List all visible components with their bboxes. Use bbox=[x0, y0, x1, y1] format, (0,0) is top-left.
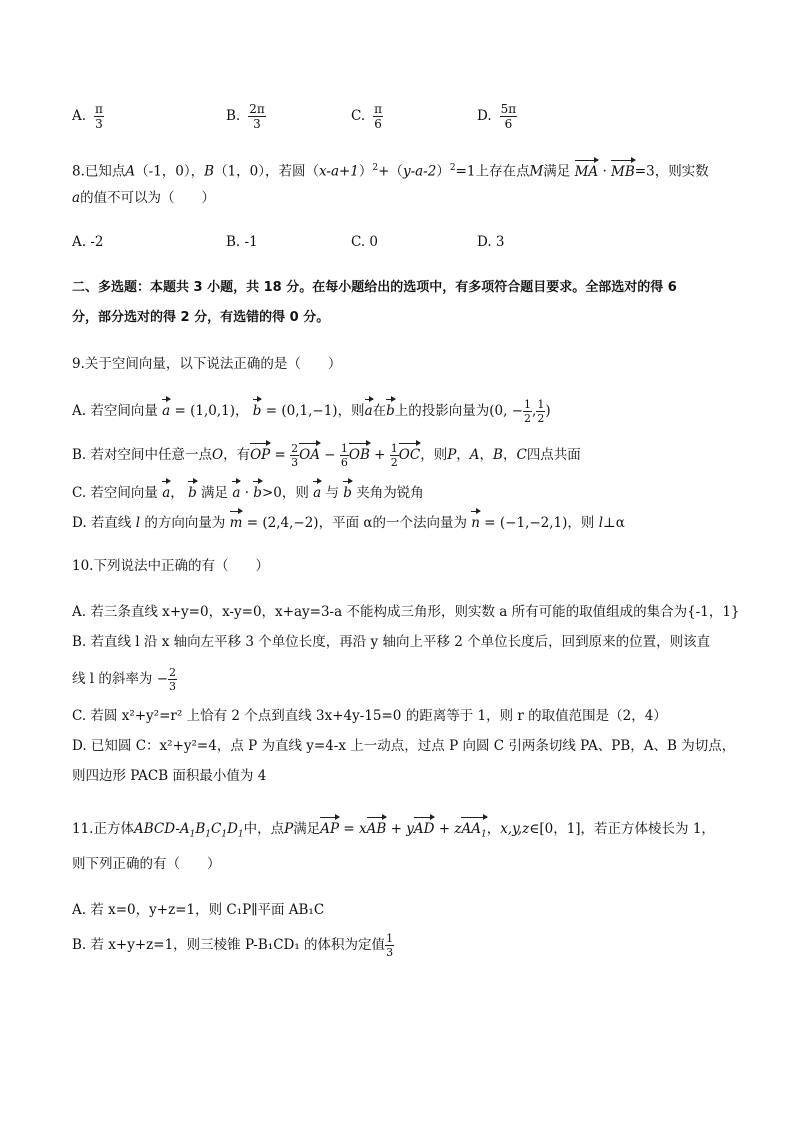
q9-option-c: C. 若空间向量 a， b 满足 a · b>0，则 a 与 b 夹角为锐角 bbox=[72, 480, 424, 503]
q8-line-2: a的值不可以为（ ） bbox=[72, 190, 216, 206]
q10-option-b-line-1: B. 若直线 l 沿 x 轴向左平移 3 个单位长度，再沿 y 轴向上平移 2 个单位长度后，回到原来的位置，则该直 bbox=[72, 634, 711, 650]
vector-mb: MB bbox=[611, 159, 635, 182]
q11-line-1: 11.正方体ABCD-$A_1B_1C_1D_1$中，点P满足AP = xAB + yAD + zAA$_1$，x,y,z∈[0，1]，若正方体棱长为 1， bbox=[72, 816, 715, 845]
q7-option-b: B. $\frac{2\pi}{3}$ bbox=[226, 101, 265, 131]
q8-option-b: B. -1 bbox=[226, 234, 258, 250]
q10-option-b-line-2: 线 l 的斜率为 − $\frac{2}{3}$ bbox=[72, 666, 177, 693]
fraction: $\frac{\pi}{3}$ bbox=[95, 101, 103, 131]
q8-option-a: A. -2 bbox=[72, 234, 104, 250]
q9-option-d: D. 若直线 l 的方向向量为 m = (2,4,−2)，平面 α的一个法向量为 n = (−1,−2,1)，则 l⊥α bbox=[72, 510, 625, 533]
fraction: $\frac{5\pi}{6}$ bbox=[500, 101, 517, 131]
fraction: $\frac{2\pi}{3}$ bbox=[249, 101, 265, 131]
q10-option-a: A. 若三条直线 x+y=0，x-y=0，x+ay=3-a 不能构成三角形，则实数 a 所有可能的取值组成的集合为{-1，1} bbox=[72, 604, 740, 620]
q11-line-2: 则下列正确的有（ ） bbox=[72, 856, 221, 872]
fraction: $\frac{2}{3}$ bbox=[169, 666, 177, 693]
q7-option-a: A. $\frac{\pi}{3}$ bbox=[72, 101, 103, 131]
q8-option-d: D. 3 bbox=[477, 234, 505, 250]
q9-option-b: B. 若对空间中任意一点O，有OP = $\frac{2}{3}$ OA − $\frac{1}{6}$ OB + $\frac{1}{2}$ OC，则P，A，B，C四点共面 bbox=[72, 442, 581, 469]
q8-line-1: 8.已知点A（-1，0），B（1，0），若圆$(x-a+1)^2+(y-a-2)^2=1$上存在点M满足 MA · MB=3，则实数 bbox=[72, 158, 709, 182]
q10-option-d-line-1: D. 已知圆 C：x²+y²=4，点 P 为直线 y=4-x 上一动点，过点 P 向圆 C 引两条切线 PA、PB，A、B 为切点， bbox=[72, 738, 736, 754]
q11-option-b: B. 若 x+y+z=1，则三棱锥 P-B₁CD₁ 的体积为定值 $\frac{1}{3}$ bbox=[72, 932, 394, 959]
q10-option-c: C. 若圆 x²+y²=r² 上恰有 2 个点到直线 3x+4y-15=0 的距离等于 1，则 r 的取值范围是（2，4） bbox=[72, 708, 667, 724]
fraction: $\frac{1}{2}$ bbox=[537, 398, 545, 425]
fraction: $\frac{1}{6}$ bbox=[340, 442, 348, 469]
fraction: $\frac{1}{3}$ bbox=[386, 932, 394, 959]
q7-option-c: C. $\frac{\pi}{6}$ bbox=[351, 101, 383, 131]
fraction: $\frac{1}{2}$ bbox=[390, 442, 398, 469]
fraction: $\frac{\pi}{6}$ bbox=[374, 101, 383, 131]
q10-stem: 10.下列说法中正确的有（ ） bbox=[72, 558, 269, 574]
q7-options bbox=[72, 96, 732, 136]
fraction: $\frac{1}{2}$ bbox=[524, 398, 532, 425]
q11-option-a: A. 若 x=0，y+z=1，则 C₁P∥平面 AB₁C bbox=[72, 902, 325, 918]
q10-option-d-line-2: 则四边形 PACB 面积最小值为 4 bbox=[72, 768, 267, 784]
section-2-heading-line-1: 二、多选题：本题共 3 小题，共 18 分。在每小题给出的选项中，有多项符合题目要求。全部选对的得 6 bbox=[72, 280, 677, 295]
q9-stem: 9.关于空间向量，以下说法正确的是（ ） bbox=[72, 356, 342, 372]
fraction: $\frac{2}{3}$ bbox=[291, 442, 299, 469]
q8-option-c: C. 0 bbox=[351, 234, 379, 250]
q8-options bbox=[72, 222, 732, 262]
q7-option-d: D. $\frac{5\pi}{6}$ bbox=[477, 101, 517, 131]
section-2-heading-line-2: 分，部分选对的得 2 分，有选错的得 0 分。 bbox=[72, 310, 330, 325]
q9-option-a: A. 若空间向量 a = (1,0,1)， b = (0,1,−1)，则a在b上的投影向量为(0, − $\frac{1}{2}$ , $\frac{1}{2}$ ) bbox=[72, 398, 551, 425]
vector-ma: MA bbox=[575, 159, 599, 182]
